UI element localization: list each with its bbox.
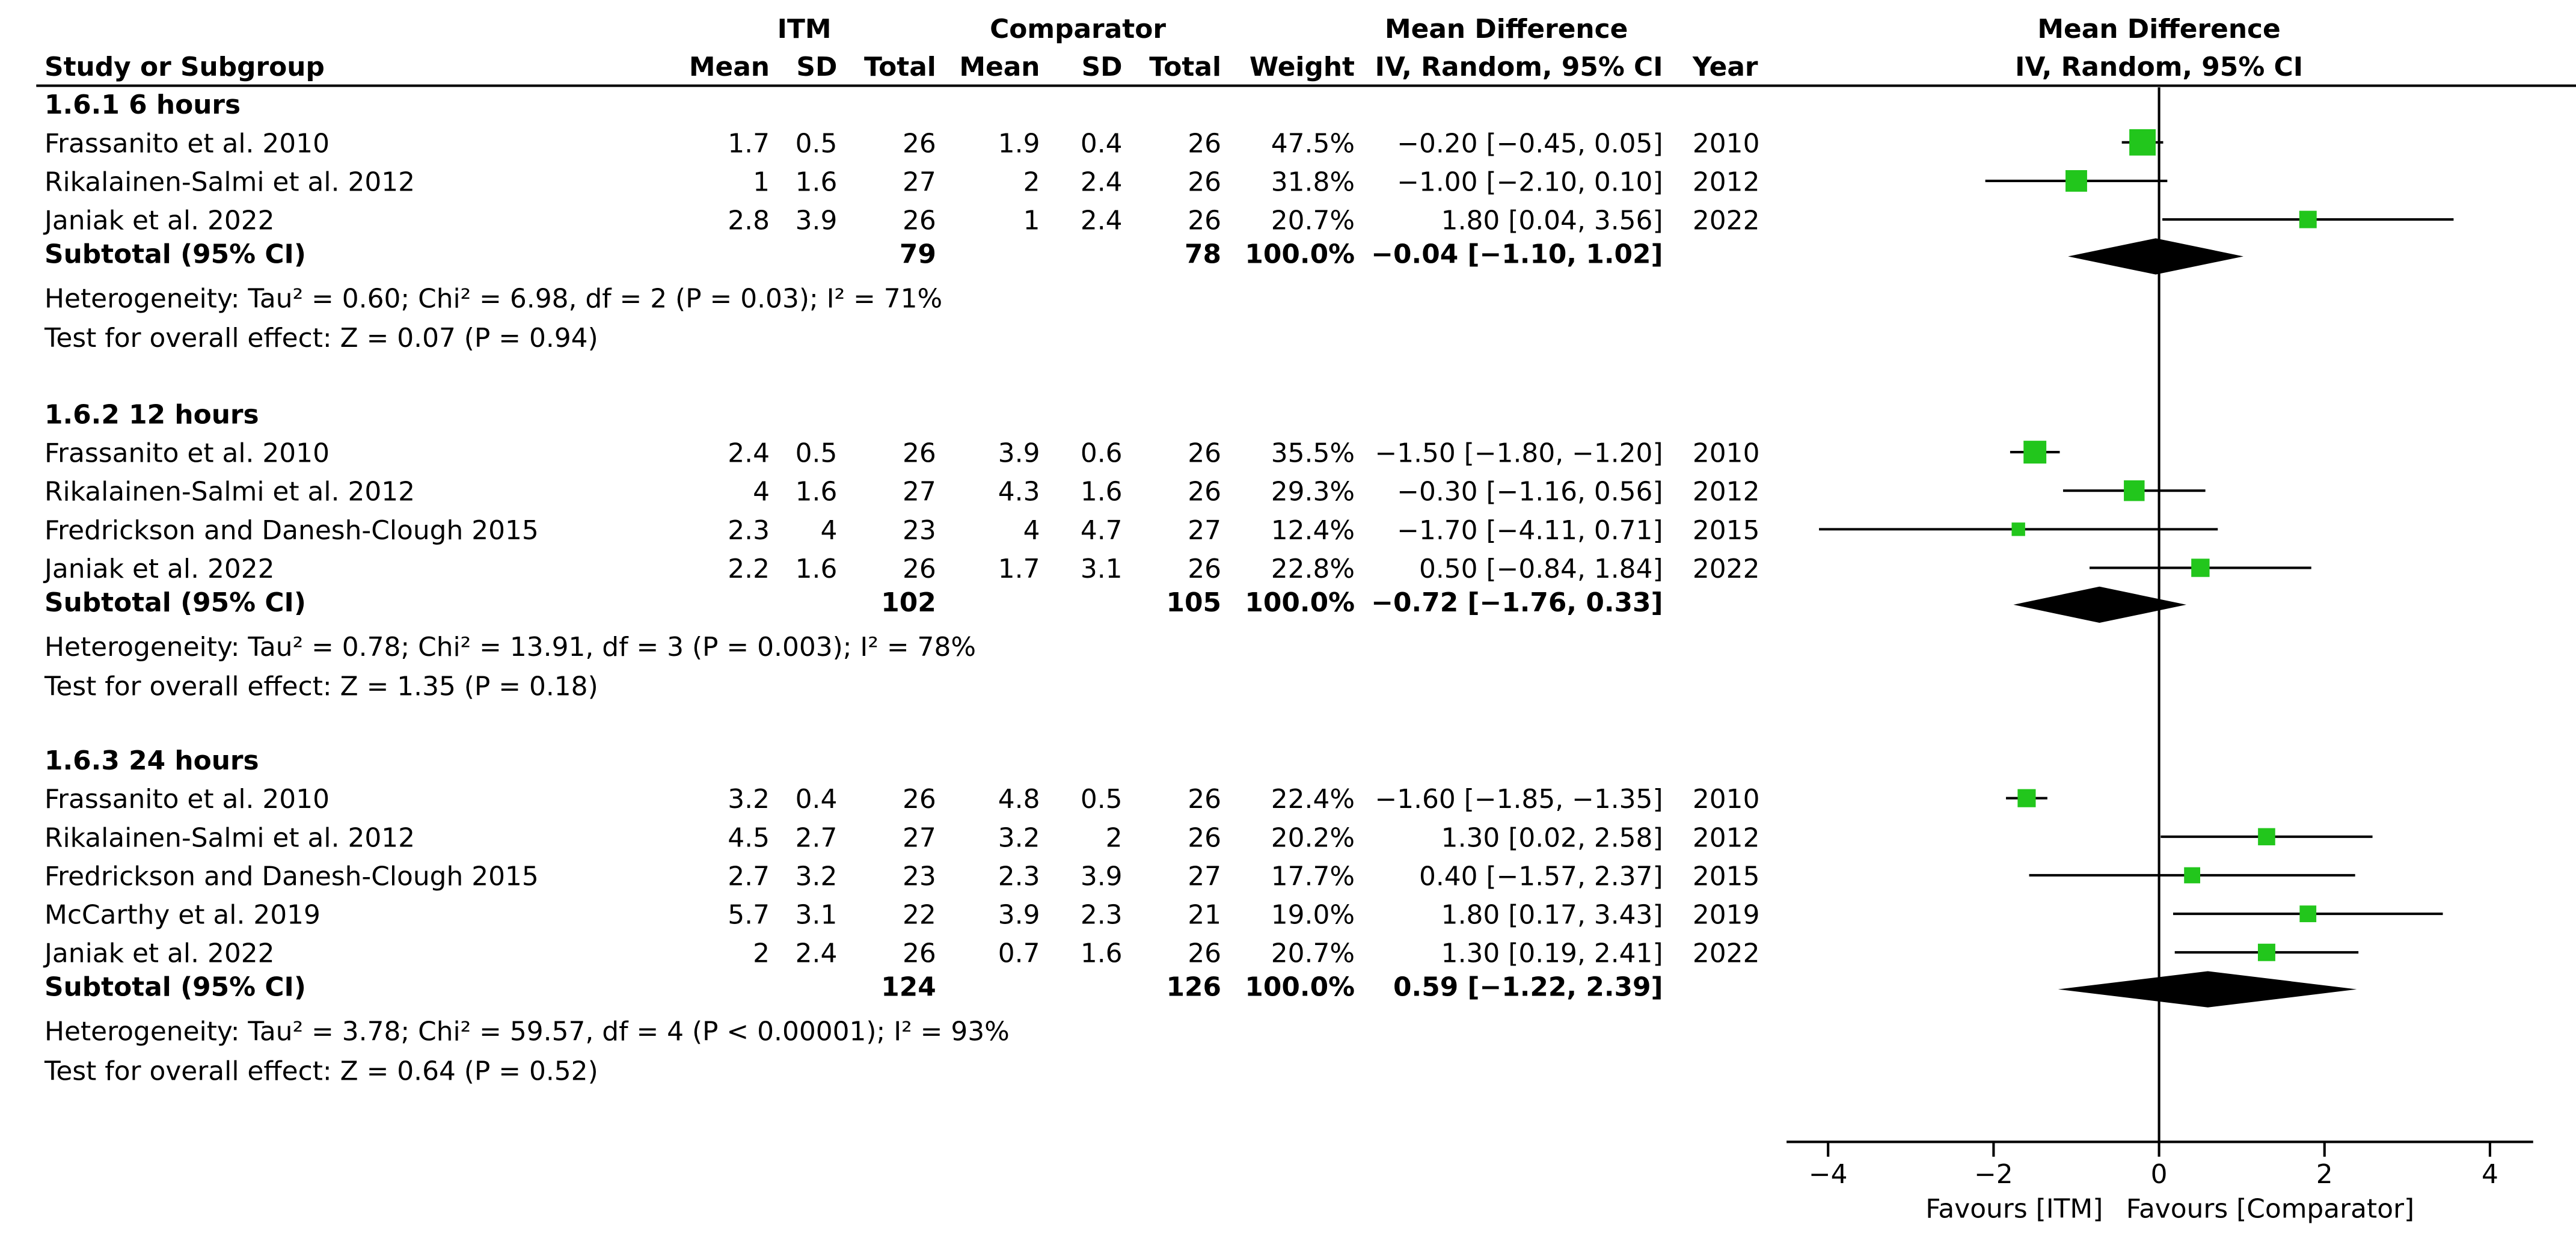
study-ci: 0.40 [−1.57, 2.37] <box>1418 861 1663 892</box>
col-ci: IV, Random, 95% CI <box>1375 52 1663 83</box>
effect-square <box>2011 522 2025 536</box>
study-ci: −1.50 [−1.80, −1.20] <box>1375 438 1663 469</box>
comparator-sd: 0.4 <box>1080 128 1123 159</box>
study-weight: 19.0% <box>1271 899 1355 931</box>
study-name: Janiak et al. 2022 <box>44 205 275 236</box>
study-ci: −1.60 [−1.85, −1.35] <box>1375 784 1663 815</box>
subgroup-title: 1.6.2 12 hours <box>44 399 259 430</box>
itm-mean: 4.5 <box>728 822 770 854</box>
comparator-mean: 3.9 <box>998 899 1040 931</box>
study-weight: 17.7% <box>1271 861 1355 892</box>
itm-sd: 4 <box>820 515 838 546</box>
col-sd-comparator: SD <box>1081 52 1123 83</box>
subtotal-label: Subtotal (95% CI) <box>44 239 306 270</box>
comparator-total: 26 <box>1188 128 1222 159</box>
subtotal-label: Subtotal (95% CI) <box>44 587 306 618</box>
col-year: Year <box>1692 52 1758 83</box>
itm-total: 27 <box>903 822 936 854</box>
overall-effect-text: Test for overall effect: Z = 0.07 (P = 0.94) <box>44 323 598 354</box>
study-ci: 1.80 [0.17, 3.43] <box>1441 899 1663 931</box>
comparator-sd: 0.5 <box>1080 784 1123 815</box>
study-name: Frassanito et al. 2010 <box>44 784 330 815</box>
subtotal-ci: −0.72 [−1.76, 0.33] <box>1371 587 1663 618</box>
comparator-sd: 4.7 <box>1080 515 1123 546</box>
comparator-mean: 1.9 <box>998 128 1040 159</box>
comparator-mean: 1 <box>1023 205 1040 236</box>
itm-sd: 3.1 <box>795 899 838 931</box>
study-ci: −1.70 [−4.11, 0.71] <box>1397 515 1663 546</box>
study-year: 2012 <box>1692 167 1760 198</box>
comparator-total: 26 <box>1188 553 1222 584</box>
comparator-sd: 2 <box>1105 822 1123 854</box>
pooled-diamond <box>2013 587 2186 623</box>
comparator-sd: 3.9 <box>1080 861 1123 892</box>
comparator-sd: 2.3 <box>1080 899 1123 931</box>
study-weight: 12.4% <box>1271 515 1355 546</box>
study-year: 2012 <box>1692 822 1760 854</box>
col-mean-comparator: Mean <box>959 52 1040 83</box>
study-ci: 1.30 [0.19, 2.41] <box>1441 938 1663 969</box>
comparator-total: 21 <box>1188 899 1222 931</box>
subtotal-weight: 100.0% <box>1245 587 1355 618</box>
study-name: Frassanito et al. 2010 <box>44 128 330 159</box>
favours-left-label: Favours [ITM] <box>1925 1193 2103 1225</box>
study-year: 2012 <box>1692 476 1760 507</box>
itm-sd: 1.6 <box>795 167 838 198</box>
study-ci: 0.50 [−0.84, 1.84] <box>1418 553 1663 584</box>
header-group-comparator: Comparator <box>990 14 1166 45</box>
comparator-total: 26 <box>1188 784 1222 815</box>
study-year: 2015 <box>1692 515 1760 546</box>
pooled-diamond <box>2068 238 2243 274</box>
itm-total: 26 <box>903 205 936 236</box>
itm-total: 26 <box>903 553 936 584</box>
itm-total: 27 <box>903 476 936 507</box>
comparator-mean: 2.3 <box>998 861 1040 892</box>
study-name: Janiak et al. 2022 <box>44 553 275 584</box>
study-weight: 20.2% <box>1271 822 1355 854</box>
itm-sd: 1.6 <box>795 553 838 584</box>
itm-sd: 2.7 <box>795 822 838 854</box>
comparator-mean: 1.7 <box>998 553 1040 584</box>
study-ci: −0.20 [−0.45, 0.05] <box>1397 128 1663 159</box>
effect-square <box>2184 867 2200 884</box>
effect-square <box>2124 480 2144 501</box>
subgroup-title: 1.6.1 6 hours <box>44 90 241 121</box>
favours-right-label: Favours [Comparator] <box>2126 1193 2415 1225</box>
col-sd-itm: SD <box>796 52 838 83</box>
itm-mean: 4 <box>753 476 770 507</box>
study-ci: −0.30 [−1.16, 0.56] <box>1397 476 1663 507</box>
forest-rows <box>43 87 2533 1224</box>
col-weight: Weight <box>1249 52 1355 83</box>
comparator-total: 26 <box>1188 205 1222 236</box>
comparator-total: 26 <box>1188 938 1222 969</box>
x-tick-label: −4 <box>1808 1158 1848 1190</box>
itm-sd: 2.4 <box>795 938 838 969</box>
comparator-total: 26 <box>1188 822 1222 854</box>
comparator-mean: 2 <box>1023 167 1040 198</box>
study-name: Fredrickson and Danesh-Clough 2015 <box>44 861 539 892</box>
study-weight: 20.7% <box>1271 938 1355 969</box>
comparator-sd: 1.6 <box>1080 938 1123 969</box>
study-weight: 47.5% <box>1271 128 1355 159</box>
itm-mean: 2.4 <box>728 438 770 469</box>
study-name: Rikalainen-Salmi et al. 2012 <box>44 476 416 507</box>
comparator-total: 26 <box>1188 476 1222 507</box>
effect-square <box>2299 905 2316 922</box>
effect-square <box>2299 211 2317 228</box>
comparator-mean: 3.9 <box>998 438 1040 469</box>
study-ci: 1.30 [0.02, 2.58] <box>1441 822 1663 854</box>
heterogeneity-text: Heterogeneity: Tau² = 0.78; Chi² = 13.91, df = 3 (P = 0.003); I² = 78% <box>44 631 977 662</box>
study-year: 2010 <box>1692 128 1760 159</box>
subtotal-weight: 100.0% <box>1245 239 1355 270</box>
study-year: 2019 <box>1692 899 1760 931</box>
itm-mean: 5.7 <box>728 899 770 931</box>
itm-mean: 2.8 <box>728 205 770 236</box>
header-group-itm: ITM <box>777 14 832 45</box>
itm-total: 26 <box>903 128 936 159</box>
study-year: 2015 <box>1692 861 1760 892</box>
study-year: 2010 <box>1692 784 1760 815</box>
x-tick-label: 2 <box>2316 1158 2333 1190</box>
comparator-sd: 2.4 <box>1080 205 1123 236</box>
subtotal-comparator-total: 105 <box>1166 587 1222 618</box>
itm-total: 27 <box>903 167 936 198</box>
subtotal-ci: 0.59 [−1.22, 2.39] <box>1393 971 1663 1003</box>
x-tick-label: 0 <box>2150 1158 2168 1190</box>
study-year: 2022 <box>1692 938 1760 969</box>
comparator-sd: 0.6 <box>1080 438 1123 469</box>
comparator-total: 26 <box>1188 438 1222 469</box>
comparator-sd: 2.4 <box>1080 167 1123 198</box>
col-study: Study or Subgroup <box>44 52 325 83</box>
itm-total: 22 <box>903 899 936 931</box>
study-name: Frassanito et al. 2010 <box>44 438 330 469</box>
itm-total: 26 <box>903 938 936 969</box>
effect-square <box>2129 129 2156 156</box>
itm-sd: 0.5 <box>795 128 838 159</box>
itm-mean: 2 <box>753 938 770 969</box>
effect-square <box>2065 170 2087 192</box>
x-tick-label: 4 <box>2481 1158 2498 1190</box>
comparator-sd: 1.6 <box>1080 476 1123 507</box>
itm-total: 26 <box>903 784 936 815</box>
heterogeneity-text: Heterogeneity: Tau² = 3.78; Chi² = 59.57, df = 4 (P < 0.00001); I² = 93% <box>44 1016 1010 1047</box>
subtotal-itm-total: 102 <box>881 587 936 618</box>
itm-mean: 2.3 <box>728 515 770 546</box>
itm-mean: 2.2 <box>728 553 770 584</box>
itm-sd: 0.5 <box>795 438 838 469</box>
pooled-diamond <box>2058 971 2357 1007</box>
itm-mean: 3.2 <box>728 784 770 815</box>
itm-mean: 1 <box>753 167 770 198</box>
itm-sd: 3.2 <box>795 861 838 892</box>
study-name: Rikalainen-Salmi et al. 2012 <box>44 167 416 198</box>
itm-total: 26 <box>903 438 936 469</box>
comparator-total: 26 <box>1188 167 1222 198</box>
study-weight: 35.5% <box>1271 438 1355 469</box>
plot-subtitle: IV, Random, 95% CI <box>2015 52 2304 83</box>
col-total-comparator: Total <box>1149 52 1222 83</box>
study-name: Fredrickson and Danesh-Clough 2015 <box>44 515 539 546</box>
study-year: 2022 <box>1692 553 1760 584</box>
subtotal-label: Subtotal (95% CI) <box>44 971 306 1003</box>
comparator-mean: 4 <box>1023 515 1040 546</box>
header-effect-group: Mean Difference <box>1384 14 1628 45</box>
subtotal-ci: −0.04 [−1.10, 1.02] <box>1371 239 1663 270</box>
subtotal-itm-total: 124 <box>881 971 936 1003</box>
effect-square <box>2258 944 2275 961</box>
col-mean-itm: Mean <box>688 52 770 83</box>
effect-square <box>2017 789 2035 807</box>
plot-title: Mean Difference <box>2037 14 2281 45</box>
study-ci: −1.00 [−2.10, 0.10] <box>1397 167 1663 198</box>
study-weight: 22.4% <box>1271 784 1355 815</box>
itm-sd: 3.9 <box>795 205 838 236</box>
study-year: 2010 <box>1692 438 1760 469</box>
subtotal-comparator-total: 126 <box>1166 971 1222 1003</box>
comparator-mean: 4.8 <box>998 784 1040 815</box>
itm-mean: 2.7 <box>728 861 770 892</box>
itm-sd: 1.6 <box>795 476 838 507</box>
subtotal-comparator-total: 78 <box>1184 239 1222 270</box>
effect-square <box>2023 441 2046 464</box>
effect-square <box>2258 828 2275 846</box>
subtotal-weight: 100.0% <box>1245 971 1355 1003</box>
study-name: Rikalainen-Salmi et al. 2012 <box>44 822 416 854</box>
study-weight: 22.8% <box>1271 553 1355 584</box>
subtotal-itm-total: 79 <box>899 239 936 270</box>
comparator-mean: 3.2 <box>998 822 1040 854</box>
itm-total: 23 <box>903 515 936 546</box>
study-ci: 1.80 [0.04, 3.56] <box>1441 205 1663 236</box>
comparator-mean: 4.3 <box>998 476 1040 507</box>
study-year: 2022 <box>1692 205 1760 236</box>
comparator-mean: 0.7 <box>998 938 1040 969</box>
comparator-total: 27 <box>1188 515 1222 546</box>
col-total-itm: Total <box>864 52 936 83</box>
comparator-total: 27 <box>1188 861 1222 892</box>
study-name: McCarthy et al. 2019 <box>44 899 320 931</box>
itm-sd: 0.4 <box>795 784 838 815</box>
itm-mean: 1.7 <box>728 128 770 159</box>
effect-square <box>2191 558 2209 577</box>
study-weight: 31.8% <box>1271 167 1355 198</box>
x-tick-label: −2 <box>1974 1158 2013 1190</box>
overall-effect-text: Test for overall effect: Z = 1.35 (P = 0.18) <box>44 671 598 702</box>
study-name: Janiak et al. 2022 <box>44 938 275 969</box>
overall-effect-text: Test for overall effect: Z = 0.64 (P = 0.52) <box>44 1056 598 1087</box>
itm-total: 23 <box>903 861 936 892</box>
study-weight: 29.3% <box>1271 476 1355 507</box>
subgroup-title: 1.6.3 24 hours <box>44 745 259 777</box>
comparator-sd: 3.1 <box>1080 553 1123 584</box>
study-weight: 20.7% <box>1271 205 1355 236</box>
heterogeneity-text: Heterogeneity: Tau² = 0.60; Chi² = 6.98, df = 2 (P = 0.03); I² = 71% <box>44 283 943 314</box>
